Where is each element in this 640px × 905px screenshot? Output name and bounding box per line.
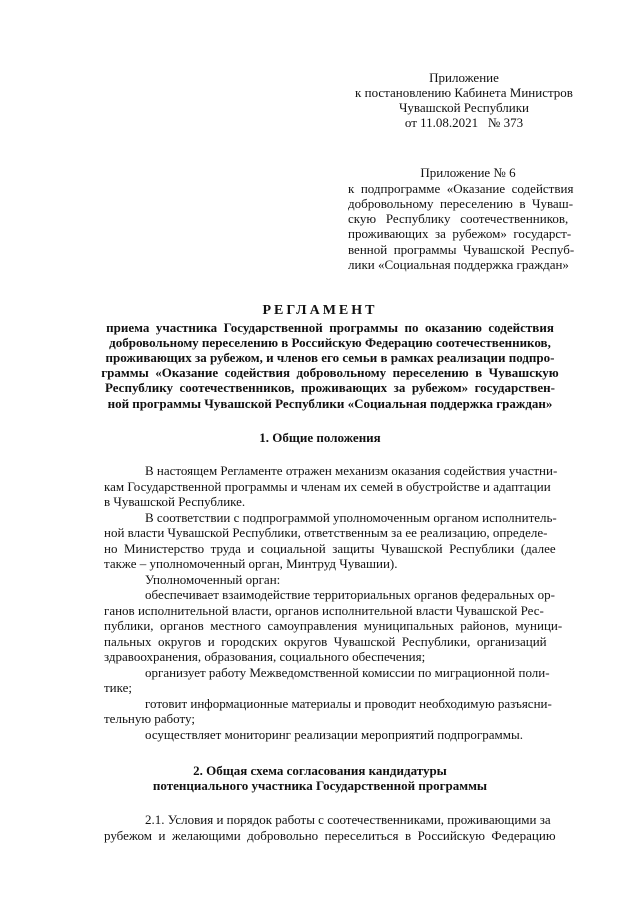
paragraph-line: 2.1. Условия и порядок работы с соотечественниками, проживающими за xyxy=(145,812,551,827)
appendix-line-2: к постановлению Кабинета Министров xyxy=(355,85,573,100)
paragraph-line: В соответствии с подпрограммой уполномоченным органом исполнитель- xyxy=(145,510,557,525)
paragraph-line: рубежом и желающими добровольно переселиться в Российскую Федерацию xyxy=(104,828,556,843)
paragraph-line: осуществляет мониторинг реализации мероприятий подпрограммы. xyxy=(145,727,523,742)
appendix6-line-2: к подпрограмме «Оказание содействия xyxy=(348,181,574,196)
document-subtitle-line-5: Республику соотечественников, проживающих за рубежом» государствен- xyxy=(104,380,555,395)
appendix6-line-1: Приложение № 6 xyxy=(420,165,516,180)
paragraph-line: организует работу Межведомственной комиссии по миграционной поли- xyxy=(145,665,550,680)
appendix6-line-4: скую Республику соотечественников, xyxy=(348,211,569,226)
document-subtitle-line-4: граммы «Оказание содействия добровольному переселению в Чувашскую xyxy=(101,365,559,380)
paragraph-line: кам Государственной программы и членам их семей в обустройстве и адаптации xyxy=(104,479,551,494)
paragraph-line: Уполномоченный орган: xyxy=(145,572,281,587)
paragraph-line: в Чувашской Республике. xyxy=(104,494,246,509)
paragraph-line: также – уполномоченный орган, Минтруд Чувашии). xyxy=(104,556,398,571)
paragraph-line: но Министерство труда и социальной защиты Чувашской Республики (далее xyxy=(104,541,556,556)
document-subtitle-line-2: добровольному переселению в Российскую Федерацию соотечественников, xyxy=(109,335,551,350)
appendix-line-3: Чувашской Республики xyxy=(398,100,530,115)
document-subtitle-line-3: проживающих за рубежом, и членов его семьи в рамках реализации подпро- xyxy=(105,350,555,365)
paragraph-line: В настоящем Регламенте отражен механизм оказания содействия участни- xyxy=(145,463,558,478)
paragraph-line: здравоохранения, образования, социального обеспечения; xyxy=(104,649,426,664)
paragraph-line: публики, органов местного самоуправления муниципальных районов, муници- xyxy=(104,618,563,633)
appendix6-line-5: проживающих за рубежом» государст- xyxy=(348,226,572,241)
appendix6-line-3: добровольному переселению в Чуваш- xyxy=(348,196,574,211)
paragraph-line: тике; xyxy=(104,680,133,695)
section-2-heading-line-1: 2. Общая схема согласования кандидатуры xyxy=(193,763,447,778)
section-2-heading-line-2: потенциального участника Государственной программы xyxy=(152,778,488,793)
appendix6-line-7: лики «Социальная поддержка граждан» xyxy=(348,257,569,272)
appendix-date-number: от 11.08.2021 № 373 xyxy=(404,115,524,130)
paragraph-line: готовит информационные материалы и проводит необходимую разъясни- xyxy=(145,696,552,711)
paragraph-line: тельную работу; xyxy=(104,711,195,726)
document-subtitle-line-6: ной программы Чувашской Республики «Социальная поддержка граждан» xyxy=(107,396,553,411)
document-title: РЕГЛАМЕНТ xyxy=(262,303,378,318)
paragraph-line: ной власти Чувашской Республики, ответственным за ее реализацию, определе- xyxy=(104,525,548,540)
paragraph-line: ганов исполнительной власти, органов исполнительной власти Чувашской Рес- xyxy=(104,603,544,618)
document-subtitle-line-1: приема участника Государственной программы по оказанию содействия xyxy=(106,320,554,335)
appendix-line-1: Приложение xyxy=(429,70,499,85)
paragraph-line: обеспечивает взаимодействие территориальных органов федеральных ор- xyxy=(145,587,555,602)
appendix6-line-6: венной программы Чувашской Респуб- xyxy=(348,242,575,257)
section-1-heading: 1. Общие положения xyxy=(259,430,381,445)
paragraph-line: пальных округов и городских округов Чувашской Республики, организаций xyxy=(104,634,547,649)
